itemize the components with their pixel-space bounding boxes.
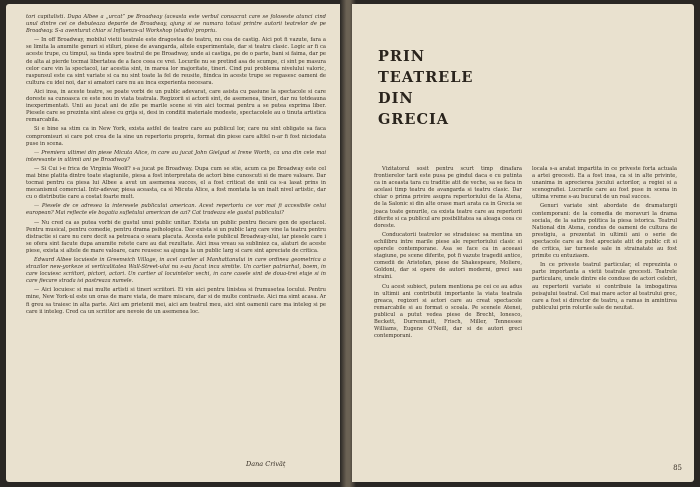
right-page: [352, 4, 694, 482]
paragraph: — Nu cred ca as putea vorbi de gustul unui public unitar. Exista un public pentru fiecare gen de spectacol. Pentru musical, pentru comedie, pentru drama psihologica. Dar exista si un public larg care vine la teatru pentru distractie si care nu cere decit sa petreaca o seara placuta. Acesta este publicul Broadway-ului, iar piesele care i se ofera sint facute dupa anumite retete care au dat rezultate. Aici insa vreau sa subliniez ca, alaturi de aceste piese, exista si altele de mare valoare, care reusesc sa ajunga la un public larg si care sint apreciate de critica.: [26, 219, 326, 254]
paragraph: — In off Broadway, mobilul vietii teatrale este dragostea de teatru, nu cea de castig. Aici pot fi vazute, fara a se limita la anumite genuri si stiluri, piese de avangarda, altele experimentale, dar si teatru clasic. Logic ar fi ca aceste trupe, cu timpul, sa tinda spre teatrul de pe Broadway, unde ai castiga, pe de o parte, bani si faima, dar pe de alta ai pierde tocmai libertatea de a face ceea ce vrei. Locurile nu se pretind asa de scumpe, ci sint pe masura celor care vin la spectacol, iar acestia sint, in marea lor majoritate, tineri. Cind pui problema nivelului valoric, raspunsul este ca sint variate si ca nu sint toate la fel de reusite, fiindca in aceste trupe se regasesc oameni de cultura cu idei noi, dar si amatori care nu au inca experienta necesara.: [26, 37, 326, 86]
paragraph: tori capitalisti. Dupa Albee a „urcat” pe Broadway (aceasta este verbul consacrat care se foloseste atunci cind unul dintre cei ce debuteaza departe de Broadway, ajung si se numara totusi printre autorii teatrelor de pe Broadway. S-a aventurat chiar si Influenzs-ul Workshop (studio) propriu.: [26, 14, 326, 35]
title-line: TEATRELE: [378, 69, 474, 86]
right-column-2: [532, 166, 677, 314]
paragraph: Si e bine sa stim ca in New York, exista astfel de teatre care au publicul lor, care nu sint obligate sa faca compromisuri si care pot crea de la sine un repertoriu propriu, format din piese care altfel n-ar fi fost niciodata puse in scena.: [26, 126, 326, 147]
title-line: DIN: [378, 90, 414, 107]
paragraph: In ce priveste teatrul particular, el reprezinta o parte importanta a vietii teatrale grecesti. Teatrele particulare, unele dintre ele conduse de actori celebri, au repertorii variate si contribuie la imbogatirea peisajului teatral. Cel mai mare actor al teatrului grec, care a fost si director de teatru, a ramas in amintirea publicului prin rolurile sale de neuitat.: [532, 262, 677, 311]
left-page: [6, 4, 344, 482]
paragraph: Vizitatorul sosit pentru scurt timp dinafara frontierelor tarii este pusa pe gindul daca e cu putinta ca in aceasta tara cu traditie atit de veche, sa se faca in acelasi timp teatru de avangarda si teatru clasic. Dar chiar o prima privire asupra repertoriului de la Atena, de la Salonic si din alte orase mari arata ca in Grecia se joaca toate genurile, ca exista teatre care au repertorii diferite si ca publicul are posibilitatea sa aleaga ceea ce doreste.: [374, 166, 522, 229]
paragraph: — Premiera ultimei din piese Micuta Alice, in care au jucat John Gielgud si Irene Worth, ca una din cele mai interesante in ultimii ani pe Broadway?: [26, 149, 326, 163]
title-line: PRIN: [378, 48, 425, 65]
title-line: GRECIA: [378, 111, 450, 128]
paragraph: Conducatorii teatrelor se straduiesc sa mentina un echilibru intre marile piese ale repertoriului clasic si operele contemporane. Asa se face ca in aceeasi stagiune, pe scene diferite, pot fi vazute tragedii antice, comedii de Aristofan, piese de Shakespeare, Moliere, Goldoni, dar si opere de autori moderni, greci sau straini.: [374, 231, 522, 281]
author-signature: Dana Crivăț: [246, 460, 286, 468]
left-page-text: [26, 14, 326, 318]
paragraph: locala s-a aratat impartita in ce priveste forta actuala a artei grecesti. Ea a fost insa, ca si in alte privinte, unanima in aprecierea jocului actorilor, a regiei si a scenografiei. Lucrarile care au fost puse in scena in ultima vreme s-au bucurat de un real succes.: [532, 166, 677, 201]
article-title: [378, 46, 473, 130]
page-number: 85: [673, 464, 682, 472]
paragraph: Aici insa, in aceste teatre, se poate vorbi de un public adevarat, care asista cu pasiune la spectacole si care doreste sa cunoasca ce este nou in viata teatrala. Regizorii si actorii sint, de asemenea, tineri, dar nu totdeauna inexperimentati. Unii au jucat ani de zile pe marile scene si vin aici tocmai pentru a se putea exprima liber. Piesele care se prezinta sint alese cu grija si, desi in conditii materiale modeste, spectacolele au o tinuta artistica remarcabila.: [26, 88, 326, 124]
paragraph: Cu acest subiect, putem mentiona pe cei ce au adus in ultimii ani contributii importante la viata teatrala greaca, regizori si actori care au creat spectacole remarcabile si au format o scoala. Pe scenele Atenei, publicul a putut vedea piese de Brecht, Ionesco, Beckett, Durrenmatt, Frisch, Miller, Tennessee Williams, Eugene O'Neill, dar si de autori greci contemporani.: [374, 283, 522, 340]
right-column-1: [374, 166, 522, 342]
paragraph: Genuri variate sint abordate de dramaturgii contemporani: de la comedia de moravuri la drama sociala, de la satira politica la piesa istorica. Teatrul National din Atena, condus de oameni de cultura de prestigiu, a prezentat in ultimii ani o serie de spectacole care au fost apreciate atit de public cit si de critica, iar turneele sale in strainatate au fost primite cu entuziasm.: [532, 203, 677, 260]
paragraph: Edward Albee locuieste in Greenwich Village, in acel cartier al Manhattanului in care ordinea geometrica a strazilor new-yorkeze si verticalitatea Wall-Street-ului nu s-au facut inca simtite. Un cartier patriarhal, boem, in care locuiesc scriitori, pictori, actori. Un cartier al locuintelor vechi, in care casele sint de doua-trei etaje si in care fiecare strada isi pastreaza numele.: [26, 257, 326, 285]
paragraph: — Si Cui i-e frica de Virginia Woolf? s-a jucat pe Broadway. Dupa cum se stie, acum ca pe Broadway este cel mai bine platita dintre toate stagiunile, piesa a fost interpretata de actori bine cunoscuti si de mare valoare. Dar tocmai pentru ca piesa lui Albee a avut un asemenea succes, el a fost criticat de unii ca s-a lasat prins in mecanismul comercial. Intr-adevar, piesa aceasta, ca si Micuta Alice, a fost montata la un inalt nivel artistic, dar cu o distributie care a costat foarte mult.: [26, 165, 326, 201]
paragraph: — Piesele de ce adresea la interesele publicului american. Acest repertoriu ce vor mai fi accesibile celui european? Mai reflecte ele bogatia sufletului american de azi? Cat tradeaza ele gustul publicului?: [26, 203, 326, 217]
paragraph: — Aici locuiesc si mai multe artisti si tineri scriitori. Ei vin aici pentru linistea si frumusetea locului. Pentru mine, New York-ul este un oras de mare viata, de mare miscare, dar si de multe contraste. Aici ma simt acasa. Ar fi greu sa traiesc in alta parte. Aici am prietenii mei, aici am teatrul meu, aici sint oamenii care ma inteleg si pe care ii inteleg. Cred ca un scriitor are nevoie de un asemenea loc.: [26, 287, 326, 315]
